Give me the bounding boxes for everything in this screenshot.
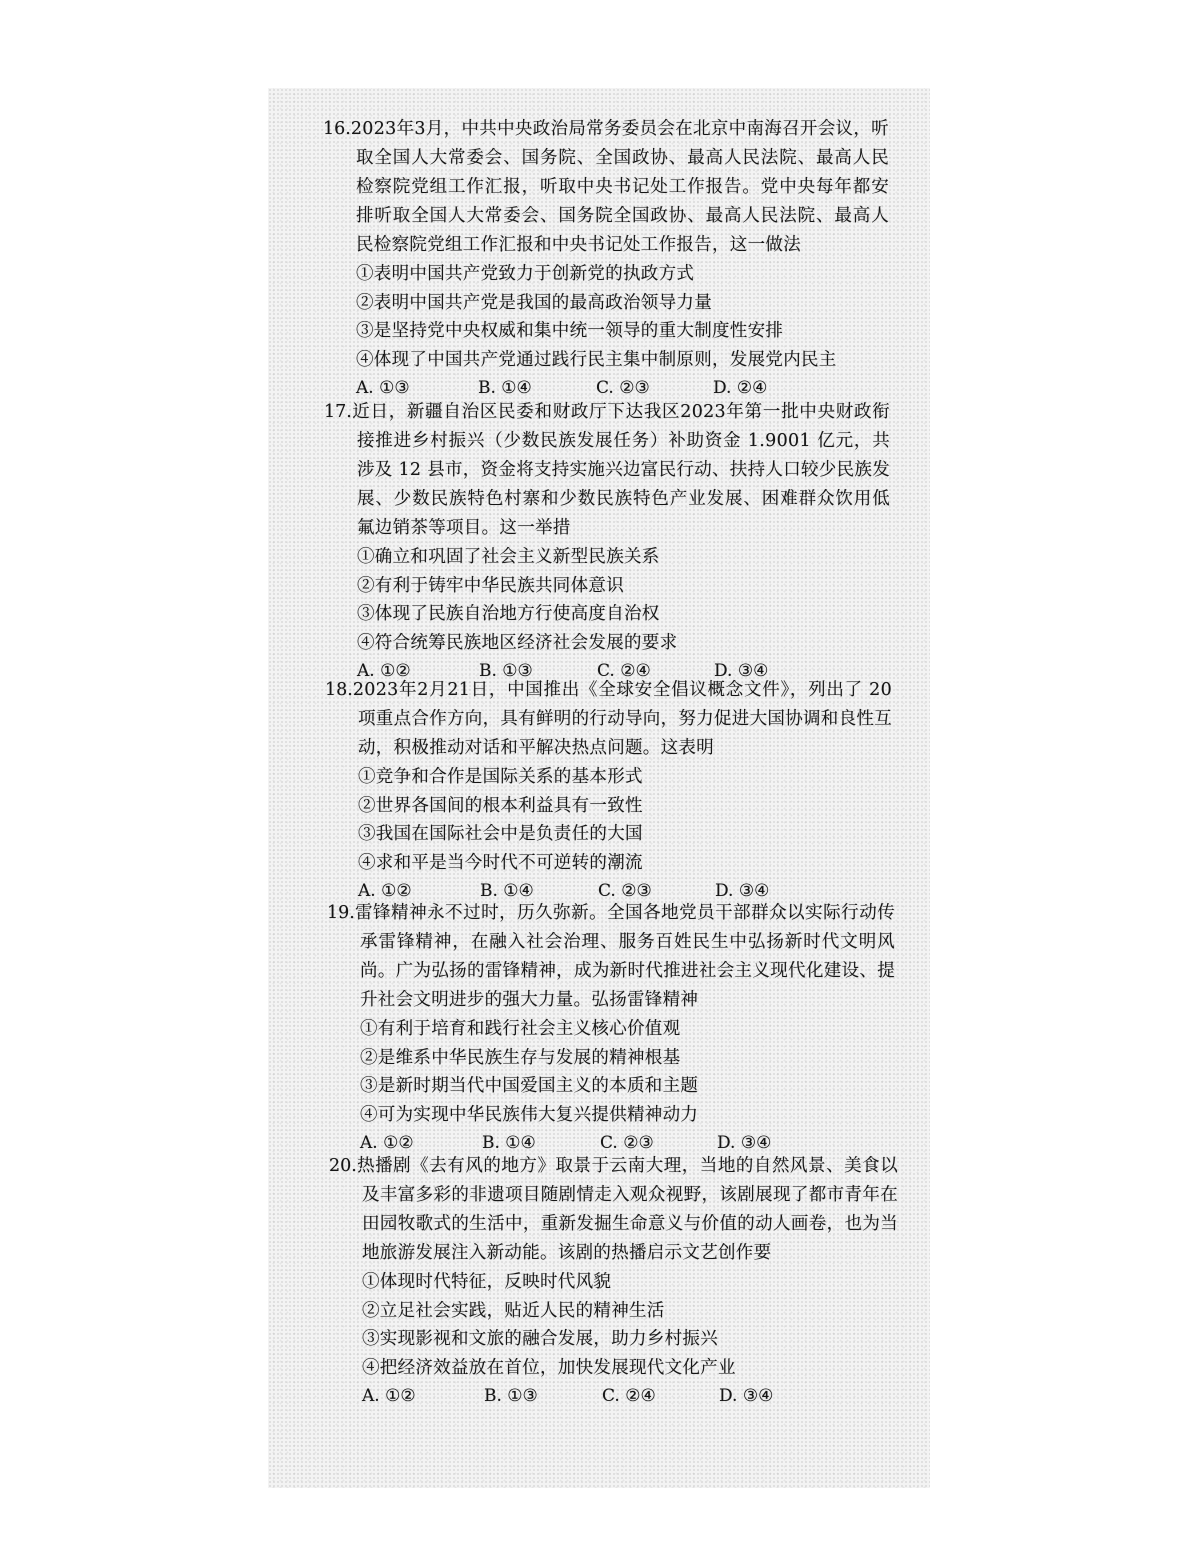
statement-3: ③是坚持党中央权威和集中统一领导的重大制度性安排: [356, 321, 784, 341]
answer-choices: [362, 1382, 1200, 1410]
choice-d[interactable]: D. ②④: [713, 378, 768, 398]
question-text: 热播剧《去有风的地方》取景于云南大理，当地的自然风景、美食以及丰富多彩的非遗项目随剧情走入观众视野，该剧展现了都市青年在田园牧歌式的生活中，重新发掘生命意义与价值的动人画卷，也为当地旅游发展注入新动能。该剧的热播启示文艺创作要: [356, 1156, 898, 1263]
statement-2: ②表明中国共产党是我国的最高政治领导力量: [356, 292, 712, 313]
statements-list: [358, 763, 1200, 877]
question-20: [0, 1152, 1200, 1410]
statement-2: ②世界各国间的根本利益具有一致性: [358, 795, 643, 816]
question-stem: [327, 899, 895, 1015]
choice-a[interactable]: A. ①②: [358, 881, 412, 901]
question-19: [0, 899, 1200, 1157]
statement-2: ②立足社会实践，贴近人民的精神生活: [362, 1300, 665, 1321]
statement-3: ③实现影视和文旅的融合发展，助力乡村振兴: [362, 1329, 718, 1349]
choice-c[interactable]: C. ②④: [597, 661, 651, 681]
statement-4: ④把经济效益放在首位，加快发展现代文化产业: [362, 1357, 736, 1378]
choice-a[interactable]: A. ①②: [357, 661, 411, 681]
statement-4: ④可为实现中华民族伟大复兴提供精神动力: [360, 1104, 699, 1125]
question-17: [0, 398, 1200, 685]
choice-b[interactable]: B. ①④: [480, 881, 534, 901]
statement-2: ②有利于铸牢中华民族共同体意识: [357, 575, 624, 596]
question-text: 2023年3月，中共中央政治局常务委员会在北京中南海召开会议，听取全国人大常委会、国务院、全国政协、最高人民法院、最高人民检察院党组工作汇报，听取中央书记处工作报告。党中央每年都安排听取全国人大常委会、国务院全国政协、最高人民法院、最高人民检察院党组工作汇报和中央书记处工作报告，这一做法: [350, 119, 889, 255]
choice-d[interactable]: D. ③④: [719, 1386, 774, 1406]
choice-d[interactable]: D. ③④: [715, 881, 770, 901]
statement-1: ①确立和巩固了社会主义新型民族关系: [357, 547, 660, 567]
question-stem: [323, 115, 889, 260]
choice-c[interactable]: C. ②④: [602, 1386, 656, 1406]
statement-3: ③我国在国际社会中是负责任的大国: [358, 824, 643, 844]
choice-d[interactable]: D. ③④: [714, 661, 769, 681]
statement-1: ①体现时代特征，反映时代风貌: [362, 1272, 612, 1292]
statement-1: ①表明中国共产党致力于创新党的执政方式: [356, 264, 695, 284]
question-number: 16.: [323, 119, 351, 139]
choice-d[interactable]: D. ③④: [717, 1133, 772, 1153]
choice-b[interactable]: B. ①④: [478, 378, 532, 398]
statement-1: ①竞争和合作是国际关系的基本形式: [358, 767, 643, 787]
statement-4: ④符合统筹民族地区经济社会发展的要求: [357, 632, 678, 653]
statements-list: [356, 260, 1200, 374]
choice-a[interactable]: A. ①②: [362, 1386, 416, 1406]
choice-a[interactable]: A. ①②: [360, 1133, 414, 1153]
statement-1: ①有利于培育和践行社会主义核心价值观: [360, 1019, 681, 1039]
choice-b[interactable]: B. ①③: [484, 1386, 538, 1406]
statements-list: [360, 1015, 1200, 1129]
statements-list: [362, 1268, 1200, 1382]
question-text: 近日，新疆自治区民委和财政厅下达我区2023年第一批中央财政衔接推进乡村振兴（少数民族发展任务）补助资金 1.9001 亿元，共涉及 12 县市，资金将支持实施兴边富民行动、扶持人口较少民族发展、少数民族特色村寨和少数民族特色产业发展、困难群众饮用低氟边销茶等项目。这一举措: [351, 402, 890, 538]
question-text: 2023年2月21日，中国推出《全球安全倡议概念文件》，列出了 20 项重点合作方向，具有鲜明的行动导向，努力促进大国协调和良性互动，积极推动对话和平解决热点问题。这表明: [352, 680, 892, 758]
question-number: 18.: [325, 680, 353, 700]
question-18: [0, 676, 1200, 905]
question-number: 19.: [327, 903, 355, 923]
statement-3: ③体现了民族自治地方行使高度自治权: [357, 604, 660, 624]
statement-2: ②是维系中华民族生存与发展的精神根基: [360, 1047, 681, 1068]
statement-3: ③是新时期当代中国爱国主义的本质和主题: [360, 1076, 699, 1096]
question-stem: [324, 398, 890, 543]
choice-c[interactable]: C. ②③: [596, 378, 650, 398]
question-16: [0, 115, 1200, 402]
question-stem: [329, 1152, 898, 1268]
statement-4: ④求和平是当今时代不可逆转的潮流: [358, 852, 643, 873]
choice-b[interactable]: B. ①④: [482, 1133, 536, 1153]
choice-a[interactable]: A. ①③: [356, 378, 410, 398]
statement-4: ④体现了中国共产党通过践行民主集中制原则，发展党内民主: [356, 349, 837, 370]
statements-list: [357, 543, 1200, 657]
question-number: 17.: [324, 402, 352, 422]
choice-c[interactable]: C. ②③: [598, 881, 652, 901]
choice-b[interactable]: B. ①③: [479, 661, 533, 681]
question-stem: [325, 676, 892, 763]
question-text: 雷锋精神永不过时，历久弥新。全国各地党员干部群众以实际行动传承雷锋精神，在融入社会治理、服务百姓民生中弘扬新时代文明风尚。广为弘扬的雷锋精神，成为新时代推进社会主义现代化建设、提升社会文明进步的强大力量。弘扬雷锋精神: [354, 903, 895, 1010]
question-number: 20.: [329, 1156, 357, 1176]
choice-c[interactable]: C. ②③: [600, 1133, 654, 1153]
